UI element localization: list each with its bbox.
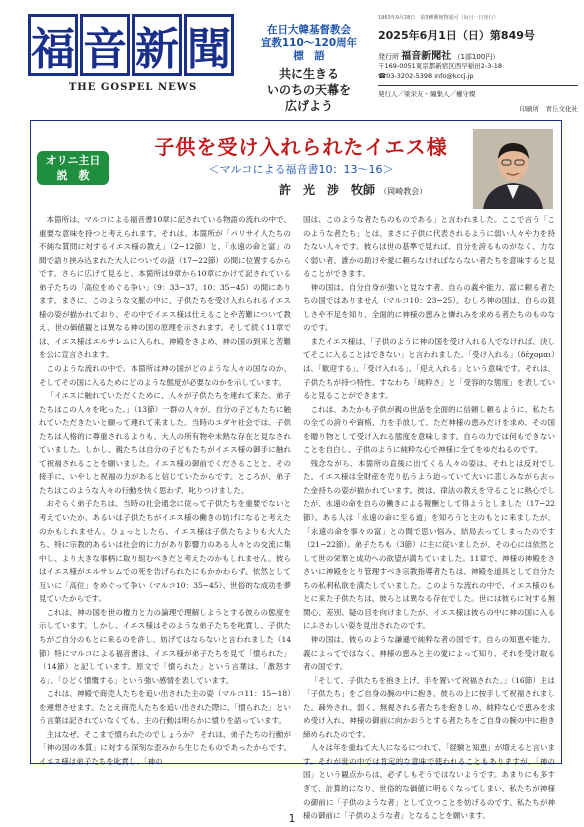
publisher-row <box>378 47 578 62</box>
org-line: 在日大韓基督教会 <box>267 24 351 36</box>
motto-line: 共に生きる <box>278 67 339 82</box>
logo-char: 新 <box>132 14 182 76</box>
sermon-badge <box>37 151 109 185</box>
publisher-contact: ☎03-3202-5398 info@kccj.jp <box>378 71 474 80</box>
paragraph: おそらく弟子たちは、当時の社会通念に従って子供たちを重要でないと考えていたか、あるいは子供たちがイエス様の働きの妨げになると考えたのかもしれません。ひょっとしたら、イエス様は子供たちよりも大人たち、特に宗教的あるいは社会的に力があり影響力のある人々との交流に集中し、より大きな事柄に取り組むべきだと考えたのかもしれません。彼らはイエス様がエルサレムでの死を告げられたにもかかわらず、依然として互いに「高位」をめぐって争い（マルコ10：35−45）、世俗的な成功を夢見ていたからです。 <box>39 499 291 604</box>
badge-line: オリニ主日 <box>45 154 101 167</box>
logo-char: 聞 <box>184 14 234 76</box>
article-headline: 子供を受け入れられたイエス様 <box>154 135 448 159</box>
divider <box>378 85 578 86</box>
logo-english-title: THE GOSPEL NEWS <box>68 82 198 93</box>
paragraph: これは、神の国を世の権力と力の論理で理解しようとする彼らの態度を示しています。しかし、イエス様はそのような弟子たちを叱責し、子供たちがご自分のもとに来るのを許し、妨げてはならないと言われました（14節）特にマルコによる福音書は、イエス様が弟子たちを見て「憤られた」（14節）と記しています。原文で「憤られた」という言葉は、「激怒する」、「ひどく憤慨する」という強い感情を表しています。 <box>39 607 291 685</box>
paragraph: またイエス様は、「子供のように神の国を受け入れる人でなければ、決してそこに入ることはできない」と言われました。「受け入れる」（δέχομαι）は、「歓迎する」、「受け入れる」、「迎え入れる」という意味です。それは、子供たちが持つ特性、すなわち「純粋さ」と「受容的な態度」を表していると見ることができます。 <box>303 336 555 401</box>
printer: 印刷所 青丘文化社 <box>519 104 578 113</box>
publisher-label: 発行所 <box>378 53 399 61</box>
publisher-name: 福音新聞社 <box>401 51 452 62</box>
paragraph: 「そして、子供たちを抱き上げ、手を置いて祝福された。」（16節）主は「子供たち」をご自身の腕の中に抱き、彼らの上に按手して祝福されました。疎外され、弱く、無視される者たちを抱きしめ、純粋な心で恵みを求め受け入れ、神様の御前に向かおうとする者たちをご自身の腕の中に抱き締められたのです。 <box>303 675 555 739</box>
org-line: 宣教110〜120周年 <box>260 37 358 50</box>
issue-date: 2025年6月1日（日）第849号 <box>378 29 535 42</box>
price: （1部100円） <box>453 53 500 61</box>
paragraph: 本箇所は、マルコによる福音書10章に記されている物語の流れの中で、重要な意味を持つと考えられます。それは、本箇所が「パリサイ人たちの不純な質問に対するイエス様の教え」（2−12節）と、「永遠の命と富」の間で語り挟み込まれた大人についての話（17−22節）の間に位置するからです。さらに広げて見ると、本箇所は9章から10章にかけて記されている弟子たちの「高位をめぐる争い」（9：33−37、10：35−45）の間にあります。まさに、このような文脈の中に、子供たちを受け入れられるイエス様の姿が描かれており、その中でイエス様は仕えることや苦難について教え、世の価値観とは異なる神の国の原理を示されます。そして続く11章では、イエス様はエルサレムに入られ、神殿をきよめ、神の国の到来と苦難を公に宣言されます。 <box>39 215 291 360</box>
paragraph: 国は、このような者たちのものである」と言われました。ここで言う「このような者たち」とは、まさに子供に代表されるように弱い人々や力を持たない人々です。彼らは世の基準で見れば、自分を誇るものがなく、力なく弱い者、誰かの助けや愛に頼らなければならない者たちを意味すると見ることができます。 <box>303 215 555 279</box>
org-line: 標 語 <box>293 50 325 63</box>
paragraph: 「イエスに触れていただくために、人々が子供たちを連れて来た。弟子たちはこの人々を叱った。」（13節）一群の人々が、自分の子どもたちに触れていただきたいと願って連れて来ました。当時のユダヤ社会では、子供たちは人格的に尊重されるよりも、大人の所有物や未熟な存在と見なされていました。しかし、親たちは自分の子どもたちがイエス様の御手に触れて祝福されることを願いました。イエス様の御前でくださることと、その接手に、いやしと祝福の力があると信じていたからです。ところが、弟子たちはこのような人々の行動を快く思わず、叱りつけました。 <box>39 391 291 495</box>
motto-line: いのちの天幕を <box>266 82 351 97</box>
paragraph: 人々は年を重ねて大人になるにつれて、「経験と知恵」が増えると言います。それが世の中では肯定的な意味で使われることもありますが、「神の国」という観点からは、必ずしもそうではないようです。あまりにも多すぎて、計算的になり、世俗的な価値に明るくなってしまい、私たちが神様の御前に「子供のような者」として立つことを妨げるのです。私たちが神様の御前に「子供のような者」となることを願います。 <box>303 743 555 821</box>
motto-line: 広げよう <box>284 98 333 113</box>
paragraph: 神の国は、彼らのような謙遜で純粋な者の国です。自らの知恵や能力、義によってではなく、神様の恵みと主の愛によって知り、それを受け取る者の国です。 <box>303 634 555 672</box>
sermon-article <box>30 120 562 821</box>
article-column-left <box>39 213 291 766</box>
paragraph: これは、神殿で商売人たちを追い出された主の姿（マルコ11：15−18）を連想させます。たとえ商売人たちを追い出された際に、「憤られた」という言葉は記されていなくても、主の行動は明らかに憤りを語っています。 <box>39 689 291 726</box>
portrait-image <box>473 129 553 209</box>
scripture-reference: ＜マルコによる福音書10：13〜16＞ <box>208 163 394 176</box>
author-name: 許 光 涉 牧師 <box>279 183 376 197</box>
logo-char: 福 <box>28 14 78 76</box>
author-byline <box>279 181 427 198</box>
publication-info <box>378 14 578 113</box>
article-column-right <box>303 213 555 821</box>
paragraph: 主はなぜ、そこまで憤られたのでしょうか？ それは、弟子たちの行動が「神の国の本質」に対する深刻な歪みから生じたものであったからです。イエス様は弟子たちを叱責し、「神の <box>39 729 291 766</box>
logo-char: 音 <box>80 14 130 76</box>
church-motto-block <box>250 24 368 114</box>
staff-credits: 発行人／梁栄友・編集人／權守燦 <box>378 89 476 98</box>
author-photo <box>473 129 553 209</box>
paragraph: このような流れの中で、本箇所は神の国がどのような人々の国なのか、そしてその国に入るためにどのような態度が必要なのかを示しています。 <box>39 364 291 387</box>
author-church: （岡崎教会） <box>379 187 428 196</box>
page-number: 1 <box>288 812 296 825</box>
paragraph: これは、あたかも子供が親の世話を全面的に信頼し頼るように、私たちの全ての誇りや資格、力を手放して、ただ神様の恵みだけを求め、その国を贈り物として受け入れる態度を意味します。自らの力では何もできないことを自白し、子供のように純粋な心で神様に全てをゆだねるのです。 <box>303 404 555 455</box>
paragraph: 残念ながら、本箇所の直後に出てくる人々の姿は、それとは反対でした。イエス様は全財産を売り払うよう迫っていて大いに悲しみながら去った金持ちの姿が描かれています。彼は、律法の教えを守ることに熱心でしたが、永遠の命を自らの働きによる報酬として得ようとしました（17−22節）。ある人は「永遠の命に至る道」を知ろうと主のもとに来ましたが、「永遠の命を事々の富」との間で思い悩み、結局去ってしまったのです（21−22節）。弟子たちも（3節）に主に従いましたが、その心には依然として世の栄華と成功への欲望が満ちていました。11章で、神様の神殿をささいに神殿をとり管理すべき宗教指導者たちは、神殿を道具として自分たちの私利私欲を満たしていました。このような流れの中で、イエス様のもとに来た子供たちは、彼らとは異なる存在でした。世には彼らに対する無関心、差別、疑の目を向けましたが、イエス様は彼らの中に神の国に入るにふさわしい姿を見出されたのです。 <box>303 458 555 631</box>
publisher-address: 〒169-0051東京都新宿区西早稲田2-3-18 <box>378 62 503 70</box>
paragraph: 神の国は、自分自身が強いと見なす者、自らの義や能力、富に頼る者たちの国ではありません（マルコ10：23−25）。むしろ神の国は、自らの貧しさや不足を知り、全面的に神様の恵みと憐れみを求める者たちのものなのです。 <box>303 282 555 333</box>
masthead <box>28 14 578 114</box>
newspaper-logo <box>28 14 238 110</box>
postal-permit: 1963年9月28日 第3種郵便物認可（毎月一日発行） <box>378 15 499 21</box>
badge-line: 説 教 <box>56 169 90 182</box>
